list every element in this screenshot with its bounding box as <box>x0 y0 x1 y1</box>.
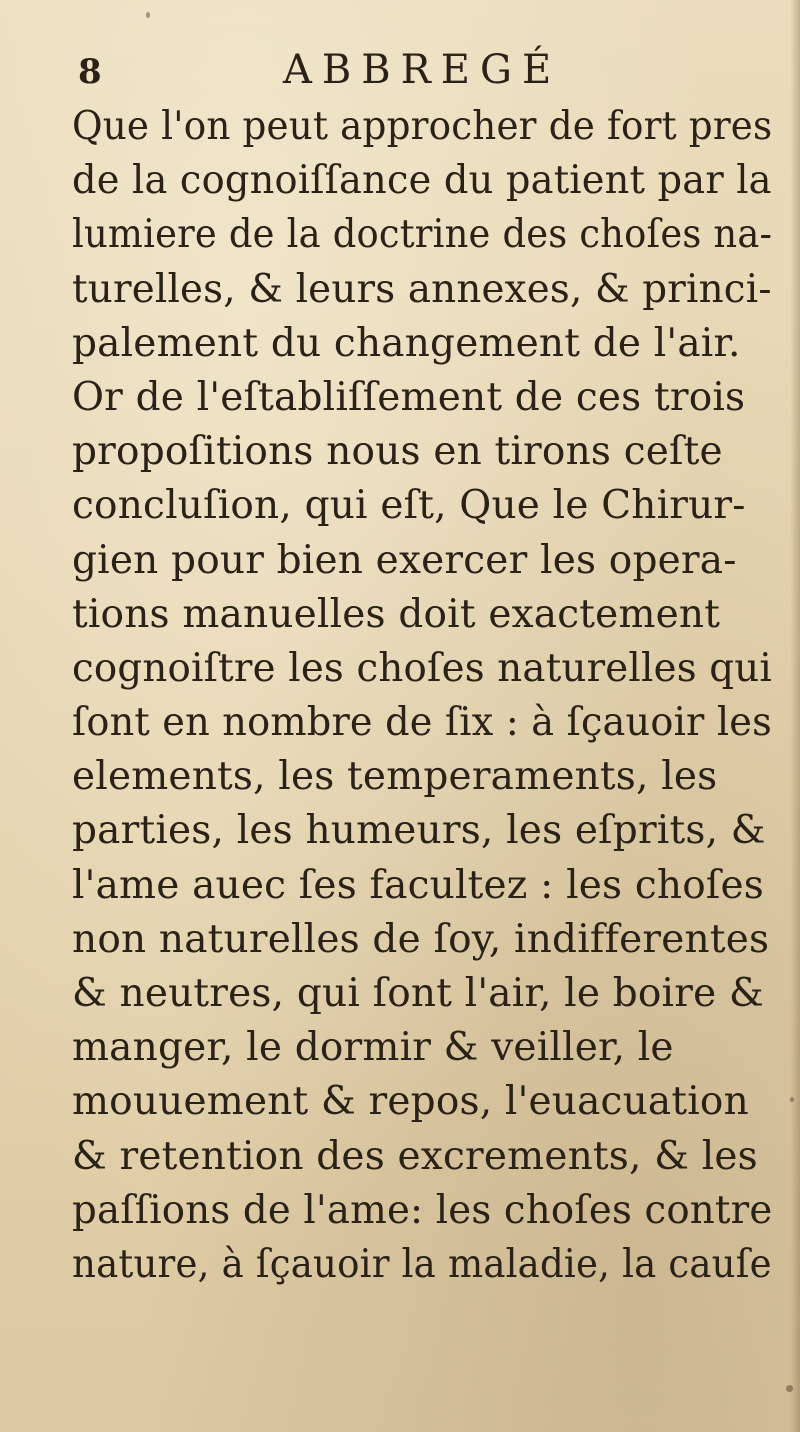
text-line: concluſion, qui eſt, Que le Chirur- <box>72 483 746 529</box>
body-text <box>72 100 772 1292</box>
text-line: manger, le dormir & veiller, le <box>72 1025 674 1071</box>
text-line: de la cognoiſſance du patient par la <box>72 158 772 204</box>
running-head: ABBREGÉ <box>283 47 562 93</box>
text-line: cognoiſtre les choſes naturelles qui <box>72 645 772 691</box>
text-line: parties, les humeurs, les eſprits, & <box>72 808 766 854</box>
text-line: & retention des excrements, & les <box>72 1133 758 1179</box>
page-number: 8 <box>78 52 102 92</box>
page-edge-shadow <box>790 0 800 1432</box>
text-line: elements, les temperaments, les <box>72 754 718 800</box>
ink-speck <box>790 1097 794 1102</box>
ink-speck <box>786 1385 793 1392</box>
text-line: mouuement & repos, l'euacuation <box>72 1079 749 1125</box>
page-header <box>78 42 768 102</box>
text-line: & neutres, qui ſont l'air, le boire & <box>72 971 764 1016</box>
text-line: non naturelles de ſoy, indifferentes <box>72 916 770 962</box>
text-line: l'ame auec ſes facultez : les choſes <box>72 862 765 908</box>
text-line: paſſions de l'ame: les choſes contre <box>72 1187 773 1233</box>
ink-speck <box>146 12 150 18</box>
text-line: nature, à ſçauoir la maladie, la cauſe <box>72 1241 772 1287</box>
text-line: gien pour bien exercer les opera- <box>72 537 737 583</box>
text-line: Que l'on peut approcher de fort pres <box>72 104 773 149</box>
text-line: lumiere de la doctrine des choſes na- <box>72 212 773 258</box>
text-line: turelles, & leurs annexes, & princi- <box>72 266 772 312</box>
text-line: Or de l'eſtabliſſement de ces trois <box>72 374 746 420</box>
text-line: propoſitions nous en tirons ceſte <box>72 429 723 475</box>
text-line: tions manuelles doit exactement <box>72 591 721 637</box>
text-line: ſont en nombre de ſix : à ſçauoir les <box>72 700 772 746</box>
text-line: palement du changement de l'air. <box>72 320 741 366</box>
